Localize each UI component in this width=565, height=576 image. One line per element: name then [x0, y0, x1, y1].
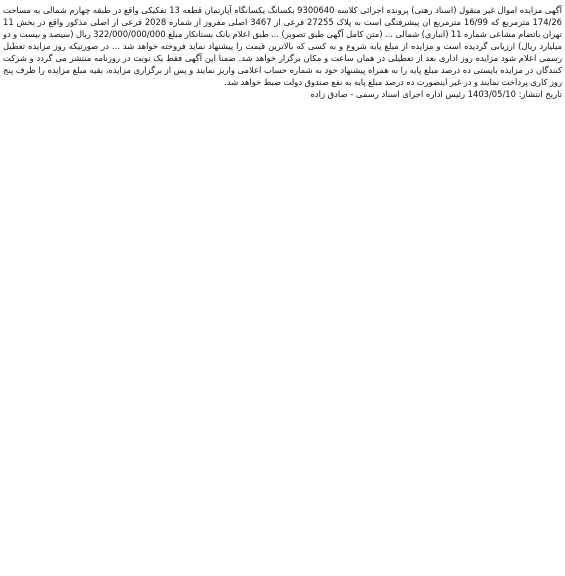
auction-notice-body: آگهی مزایده اموال غیر منقول (اسناد رهنی) پرونده اجرائی کلاسه 9300640 یکسانگ یکسانگاه آپارتمان قطعه 13 تفکیکی واقع در طبقه چهارم شمالی به مساحت 174/26 مترمربع که 16/99 مترمربع ان پیشرفتگی است به پلاک 27255 فرعی از 3467 اصلی مفروز از شماره 2028 فرعی از اصلی مذکور واقع در بخش 11 تهران باتضام مشاعی شماره 11 (انباری) شمالی ... (متن کامل آگهی طبق تصویر) ... طبق اعلام بانک بستانکار مبلغ 322/000/000/000 ریال (سیصد و بیست و دو میلیارد ریال) ارزیابی گردیده است و مزایده از مبلغ پایه شروع و به کسی که بالاترین قیمت را پیشنهاد نماید فروخته خواهد شد ... در صورتیکه روز مزایده تعطیل رسمی اعلام شود مزایده روز اداری بعد از تعطیلی در همان ساعت و مکان برگزار خواهد شد. ضمنا این آگهی فقط یک نوبت در روزنامه منتشر می گردد و شرکت کنندگان در مزایده بایستی ده درصد مبلغ پایه را به همراه پیشنهاد خود به شماره حساب اعلامی واریز نمایند و پس از برگزاری مزایده، بقیه مبلغ مزایده را ظرف پنج روز کاری پرداخت نمایند و در غیر اینصورت ده درصد مبلغ پایه به نفع صندوق دولت ضبط خواهد شد. — [3, 5, 563, 88]
notice-signature: تاریخ انتشار: 1403/05/10 رئیس اداره اجرای اسناد رسمی - صادق زاده — [310, 89, 562, 100]
